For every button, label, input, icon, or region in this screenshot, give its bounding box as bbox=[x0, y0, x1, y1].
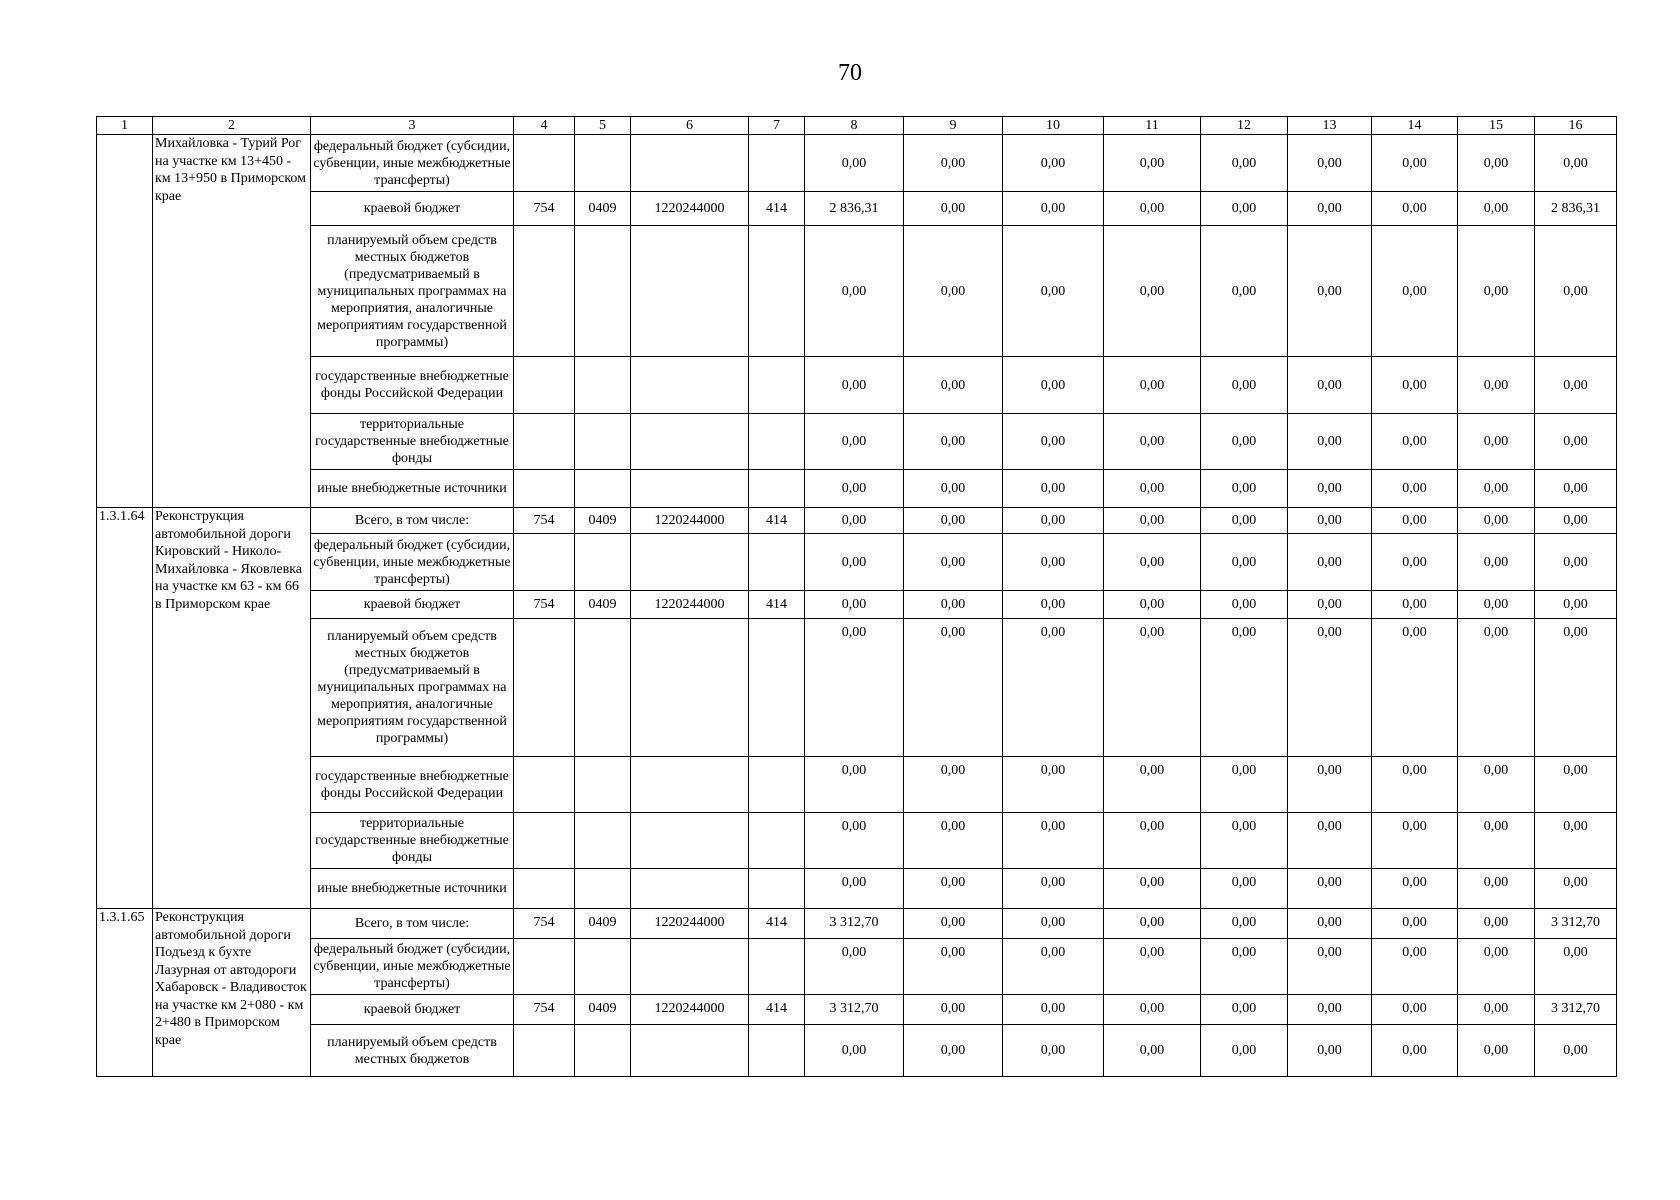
amount-cell: 0,00 bbox=[1372, 757, 1458, 813]
section-code-cell bbox=[575, 470, 631, 508]
amount-cell: 0,00 bbox=[805, 939, 904, 995]
amount-cell: 0,00 bbox=[1201, 1025, 1288, 1077]
amount-cell: 0,00 bbox=[904, 869, 1003, 909]
amount-cell: 0,00 bbox=[805, 508, 904, 534]
table-row bbox=[97, 909, 1617, 939]
amount-cell: 0,00 bbox=[1104, 534, 1201, 591]
section-code-cell: 0409 bbox=[575, 192, 631, 226]
amount-cell: 0,00 bbox=[1372, 995, 1458, 1025]
target-article-cell: 1220244000 bbox=[631, 995, 749, 1025]
amount-cell: 0,00 bbox=[904, 508, 1003, 534]
amount-cell: 0,00 bbox=[1104, 414, 1201, 470]
amount-cell: 0,00 bbox=[1288, 226, 1372, 357]
funding-source-cell: Всего, в том числе: bbox=[311, 508, 514, 534]
amount-cell: 0,00 bbox=[1104, 135, 1201, 192]
amount-cell: 0,00 bbox=[1535, 534, 1617, 591]
section-code-cell bbox=[575, 357, 631, 414]
amount-cell: 0,00 bbox=[1535, 813, 1617, 869]
amount-cell: 0,00 bbox=[1104, 757, 1201, 813]
expense-type-cell bbox=[749, 1025, 805, 1077]
amount-cell: 0,00 bbox=[1003, 909, 1104, 939]
funding-source-cell: планируемый объем средств местных бюджетов (предусматриваемый в муниципальных программах на мероприятия, аналогичные мероприятиям государственной программы) bbox=[311, 226, 514, 357]
amount-cell: 0,00 bbox=[904, 135, 1003, 192]
amount-cell: 0,00 bbox=[1003, 869, 1104, 909]
amount-cell: 0,00 bbox=[904, 909, 1003, 939]
table-row bbox=[97, 591, 1617, 619]
expense-type-cell bbox=[749, 470, 805, 508]
grbs-code-cell bbox=[514, 939, 575, 995]
amount-cell: 0,00 bbox=[1003, 226, 1104, 357]
amount-cell: 0,00 bbox=[904, 1025, 1003, 1077]
target-article-cell bbox=[631, 619, 749, 757]
amount-cell: 0,00 bbox=[1003, 534, 1104, 591]
amount-cell: 0,00 bbox=[1003, 508, 1104, 534]
amount-cell: 0,00 bbox=[1288, 995, 1372, 1025]
amount-cell: 0,00 bbox=[1458, 414, 1535, 470]
grbs-code-cell bbox=[514, 813, 575, 869]
column-number-8: 8 bbox=[805, 117, 904, 135]
table-row bbox=[97, 508, 1617, 534]
amount-cell: 0,00 bbox=[1458, 619, 1535, 757]
amount-cell: 0,00 bbox=[1458, 909, 1535, 939]
budget-table bbox=[96, 116, 1617, 1077]
grbs-code-cell: 754 bbox=[514, 591, 575, 619]
amount-cell: 0,00 bbox=[904, 619, 1003, 757]
amount-cell: 0,00 bbox=[1372, 470, 1458, 508]
amount-cell: 0,00 bbox=[1535, 135, 1617, 192]
item-name-cell: Михайловка - Турий Рог на участке км 13+450 - км 13+950 в Приморском крае bbox=[153, 135, 311, 508]
item-number-cell bbox=[97, 135, 153, 508]
amount-cell: 0,00 bbox=[1458, 357, 1535, 414]
amount-cell: 0,00 bbox=[1003, 619, 1104, 757]
amount-cell: 0,00 bbox=[1288, 939, 1372, 995]
amount-cell: 0,00 bbox=[904, 591, 1003, 619]
amount-cell: 0,00 bbox=[1003, 470, 1104, 508]
section-code-cell bbox=[575, 869, 631, 909]
funding-source-cell: государственные внебюджетные фонды Российской Федерации bbox=[311, 757, 514, 813]
amount-cell: 0,00 bbox=[1288, 470, 1372, 508]
amount-cell: 0,00 bbox=[1104, 869, 1201, 909]
grbs-code-cell bbox=[514, 470, 575, 508]
target-article-cell bbox=[631, 414, 749, 470]
amount-cell: 0,00 bbox=[1535, 1025, 1617, 1077]
funding-source-cell: краевой бюджет bbox=[311, 591, 514, 619]
amount-cell: 0,00 bbox=[1201, 414, 1288, 470]
expense-type-cell bbox=[749, 939, 805, 995]
funding-source-cell: федеральный бюджет (субсидии, субвенции, иные межбюджетные трансферты) bbox=[311, 135, 514, 192]
grbs-code-cell bbox=[514, 135, 575, 192]
amount-cell: 0,00 bbox=[1104, 192, 1201, 226]
table-row bbox=[97, 757, 1617, 813]
target-article-cell bbox=[631, 869, 749, 909]
amount-cell: 0,00 bbox=[1458, 508, 1535, 534]
funding-source-cell: краевой бюджет bbox=[311, 995, 514, 1025]
amount-cell: 0,00 bbox=[1201, 757, 1288, 813]
expense-type-cell: 414 bbox=[749, 192, 805, 226]
amount-cell: 0,00 bbox=[1003, 995, 1104, 1025]
amount-cell: 0,00 bbox=[1535, 357, 1617, 414]
column-number-14: 14 bbox=[1372, 117, 1458, 135]
section-code-cell bbox=[575, 757, 631, 813]
amount-cell: 0,00 bbox=[1003, 192, 1104, 226]
amount-cell: 0,00 bbox=[1104, 813, 1201, 869]
section-code-cell bbox=[575, 813, 631, 869]
amount-cell: 0,00 bbox=[1458, 869, 1535, 909]
expense-type-cell bbox=[749, 534, 805, 591]
expense-type-cell: 414 bbox=[749, 909, 805, 939]
section-code-cell: 0409 bbox=[575, 508, 631, 534]
amount-cell: 0,00 bbox=[1201, 226, 1288, 357]
column-number-11: 11 bbox=[1104, 117, 1201, 135]
grbs-code-cell bbox=[514, 357, 575, 414]
amount-cell: 0,00 bbox=[1372, 357, 1458, 414]
target-article-cell bbox=[631, 226, 749, 357]
amount-cell: 0,00 bbox=[1372, 619, 1458, 757]
grbs-code-cell bbox=[514, 1025, 575, 1077]
amount-cell: 0,00 bbox=[805, 135, 904, 192]
section-code-cell bbox=[575, 226, 631, 357]
amount-cell: 0,00 bbox=[1372, 135, 1458, 192]
target-article-cell bbox=[631, 135, 749, 192]
funding-source-cell: планируемый объем средств местных бюджетов (предусматриваемый в муниципальных программах на мероприятия, аналогичные мероприятиям государственной программы) bbox=[311, 619, 514, 757]
amount-cell: 0,00 bbox=[1104, 357, 1201, 414]
amount-cell: 0,00 bbox=[1003, 135, 1104, 192]
amount-cell: 0,00 bbox=[1201, 869, 1288, 909]
column-number-1: 1 bbox=[97, 117, 153, 135]
amount-cell: 0,00 bbox=[1003, 357, 1104, 414]
expense-type-cell bbox=[749, 619, 805, 757]
amount-cell: 0,00 bbox=[1458, 135, 1535, 192]
amount-cell: 0,00 bbox=[1003, 939, 1104, 995]
amount-cell: 0,00 bbox=[1201, 619, 1288, 757]
amount-cell: 0,00 bbox=[1288, 591, 1372, 619]
amount-cell: 0,00 bbox=[1458, 591, 1535, 619]
amount-cell: 0,00 bbox=[1104, 591, 1201, 619]
target-article-cell bbox=[631, 1025, 749, 1077]
amount-cell: 0,00 bbox=[1201, 939, 1288, 995]
grbs-code-cell bbox=[514, 757, 575, 813]
item-number-cell: 1.3.1.65 bbox=[97, 909, 153, 1077]
amount-cell: 0,00 bbox=[1372, 1025, 1458, 1077]
funding-source-cell: иные внебюджетные источники bbox=[311, 869, 514, 909]
section-code-cell bbox=[575, 939, 631, 995]
target-article-cell bbox=[631, 757, 749, 813]
funding-source-cell: Всего, в том числе: bbox=[311, 909, 514, 939]
column-number-12: 12 bbox=[1201, 117, 1288, 135]
amount-cell: 0,00 bbox=[1535, 939, 1617, 995]
amount-cell: 0,00 bbox=[1535, 508, 1617, 534]
item-number-cell: 1.3.1.64 bbox=[97, 508, 153, 909]
table-row bbox=[97, 869, 1617, 909]
amount-cell: 0,00 bbox=[1201, 470, 1288, 508]
funding-source-cell: территориальные государственные внебюджетные фонды bbox=[311, 414, 514, 470]
amount-cell: 0,00 bbox=[1535, 470, 1617, 508]
grbs-code-cell bbox=[514, 414, 575, 470]
amount-cell: 0,00 bbox=[805, 1025, 904, 1077]
amount-cell: 0,00 bbox=[1288, 414, 1372, 470]
table-row bbox=[97, 939, 1617, 995]
grbs-code-cell: 754 bbox=[514, 192, 575, 226]
column-number-9: 9 bbox=[904, 117, 1003, 135]
section-code-cell: 0409 bbox=[575, 591, 631, 619]
amount-cell: 0,00 bbox=[1372, 909, 1458, 939]
amount-cell: 0,00 bbox=[1288, 534, 1372, 591]
amount-cell: 0,00 bbox=[1458, 226, 1535, 357]
target-article-cell: 1220244000 bbox=[631, 909, 749, 939]
amount-cell: 0,00 bbox=[805, 869, 904, 909]
amount-cell: 0,00 bbox=[1458, 939, 1535, 995]
table-row bbox=[97, 414, 1617, 470]
grbs-code-cell bbox=[514, 619, 575, 757]
column-number-row bbox=[97, 117, 1617, 135]
amount-cell: 0,00 bbox=[904, 414, 1003, 470]
amount-cell: 0,00 bbox=[904, 357, 1003, 414]
column-number-13: 13 bbox=[1288, 117, 1372, 135]
amount-cell: 0,00 bbox=[1535, 869, 1617, 909]
amount-cell: 0,00 bbox=[1458, 534, 1535, 591]
amount-cell: 0,00 bbox=[1104, 470, 1201, 508]
section-code-cell bbox=[575, 619, 631, 757]
amount-cell: 0,00 bbox=[805, 414, 904, 470]
target-article-cell bbox=[631, 939, 749, 995]
amount-cell: 0,00 bbox=[805, 534, 904, 591]
amount-cell: 0,00 bbox=[1201, 813, 1288, 869]
grbs-code-cell: 754 bbox=[514, 508, 575, 534]
grbs-code-cell bbox=[514, 869, 575, 909]
amount-cell: 0,00 bbox=[904, 813, 1003, 869]
funding-source-cell: территориальные государственные внебюджетные фонды bbox=[311, 813, 514, 869]
amount-cell: 0,00 bbox=[1003, 414, 1104, 470]
amount-cell: 0,00 bbox=[1458, 757, 1535, 813]
expense-type-cell: 414 bbox=[749, 995, 805, 1025]
amount-cell: 0,00 bbox=[1288, 357, 1372, 414]
section-code-cell bbox=[575, 135, 631, 192]
amount-cell: 0,00 bbox=[805, 813, 904, 869]
amount-cell: 0,00 bbox=[1535, 619, 1617, 757]
page-number: 70 bbox=[838, 60, 862, 86]
table-row bbox=[97, 357, 1617, 414]
amount-cell: 0,00 bbox=[1104, 939, 1201, 995]
grbs-code-cell: 754 bbox=[514, 909, 575, 939]
target-article-cell bbox=[631, 534, 749, 591]
expense-type-cell bbox=[749, 226, 805, 357]
amount-cell: 0,00 bbox=[904, 534, 1003, 591]
amount-cell: 0,00 bbox=[1104, 909, 1201, 939]
expense-type-cell bbox=[749, 414, 805, 470]
amount-cell: 3 312,70 bbox=[1535, 995, 1617, 1025]
amount-cell: 0,00 bbox=[1201, 357, 1288, 414]
column-number-7: 7 bbox=[749, 117, 805, 135]
amount-cell: 0,00 bbox=[1288, 813, 1372, 869]
amount-cell: 0,00 bbox=[1372, 508, 1458, 534]
amount-cell: 2 836,31 bbox=[1535, 192, 1617, 226]
target-article-cell: 1220244000 bbox=[631, 508, 749, 534]
expense-type-cell: 414 bbox=[749, 508, 805, 534]
amount-cell: 0,00 bbox=[1535, 591, 1617, 619]
amount-cell: 0,00 bbox=[1288, 909, 1372, 939]
column-number-15: 15 bbox=[1458, 117, 1535, 135]
amount-cell: 0,00 bbox=[1003, 757, 1104, 813]
column-number-6: 6 bbox=[631, 117, 749, 135]
grbs-code-cell bbox=[514, 534, 575, 591]
amount-cell: 0,00 bbox=[1003, 813, 1104, 869]
amount-cell: 0,00 bbox=[1288, 757, 1372, 813]
grbs-code-cell bbox=[514, 226, 575, 357]
amount-cell: 3 312,70 bbox=[805, 909, 904, 939]
amount-cell: 0,00 bbox=[1288, 869, 1372, 909]
amount-cell: 0,00 bbox=[1201, 995, 1288, 1025]
column-number-5: 5 bbox=[575, 117, 631, 135]
amount-cell: 0,00 bbox=[904, 226, 1003, 357]
target-article-cell bbox=[631, 357, 749, 414]
amount-cell: 0,00 bbox=[904, 939, 1003, 995]
expense-type-cell bbox=[749, 813, 805, 869]
amount-cell: 0,00 bbox=[805, 226, 904, 357]
amount-cell: 0,00 bbox=[1288, 192, 1372, 226]
section-code-cell bbox=[575, 414, 631, 470]
section-code-cell bbox=[575, 1025, 631, 1077]
table-row bbox=[97, 995, 1617, 1025]
section-code-cell bbox=[575, 534, 631, 591]
amount-cell: 0,00 bbox=[1372, 534, 1458, 591]
amount-cell: 0,00 bbox=[1458, 192, 1535, 226]
table-row bbox=[97, 226, 1617, 357]
amount-cell: 0,00 bbox=[1458, 813, 1535, 869]
table-row bbox=[97, 135, 1617, 192]
amount-cell: 0,00 bbox=[1003, 1025, 1104, 1077]
table-row bbox=[97, 470, 1617, 508]
amount-cell: 2 836,31 bbox=[805, 192, 904, 226]
target-article-cell bbox=[631, 470, 749, 508]
amount-cell: 0,00 bbox=[1003, 591, 1104, 619]
expense-type-cell bbox=[749, 135, 805, 192]
amount-cell: 0,00 bbox=[1104, 619, 1201, 757]
grbs-code-cell: 754 bbox=[514, 995, 575, 1025]
funding-source-cell: федеральный бюджет (субсидии, субвенции, иные межбюджетные трансферты) bbox=[311, 534, 514, 591]
section-code-cell: 0409 bbox=[575, 909, 631, 939]
target-article-cell: 1220244000 bbox=[631, 192, 749, 226]
amount-cell: 0,00 bbox=[1288, 508, 1372, 534]
amount-cell: 0,00 bbox=[1372, 813, 1458, 869]
amount-cell: 0,00 bbox=[1535, 226, 1617, 357]
item-name-cell: Реконструкция автомобильной дороги Кировский - Николо-Михайловка - Яковлевка на участке км 63 - км 66 в Приморском крае bbox=[153, 508, 311, 909]
item-name-cell: Реконструкция автомобильной дороги Подъезд к бухте Лазурная от автодороги Хабаровск - Владивосток на участке км 2+080 - км 2+480 в Приморском крае bbox=[153, 909, 311, 1077]
table-row bbox=[97, 813, 1617, 869]
expense-type-cell: 414 bbox=[749, 591, 805, 619]
table-row bbox=[97, 619, 1617, 757]
funding-source-cell: иные внебюджетные источники bbox=[311, 470, 514, 508]
target-article-cell bbox=[631, 813, 749, 869]
amount-cell: 0,00 bbox=[1372, 192, 1458, 226]
amount-cell: 0,00 bbox=[805, 591, 904, 619]
amount-cell: 0,00 bbox=[904, 995, 1003, 1025]
expense-type-cell bbox=[749, 757, 805, 813]
amount-cell: 0,00 bbox=[1201, 591, 1288, 619]
amount-cell: 0,00 bbox=[1535, 414, 1617, 470]
amount-cell: 0,00 bbox=[1458, 995, 1535, 1025]
amount-cell: 0,00 bbox=[1372, 591, 1458, 619]
amount-cell: 0,00 bbox=[904, 470, 1003, 508]
amount-cell: 3 312,70 bbox=[1535, 909, 1617, 939]
amount-cell: 0,00 bbox=[1372, 869, 1458, 909]
amount-cell: 0,00 bbox=[1288, 1025, 1372, 1077]
amount-cell: 0,00 bbox=[805, 757, 904, 813]
amount-cell: 0,00 bbox=[904, 192, 1003, 226]
amount-cell: 0,00 bbox=[805, 619, 904, 757]
amount-cell: 0,00 bbox=[1458, 1025, 1535, 1077]
amount-cell: 0,00 bbox=[1104, 995, 1201, 1025]
table-row bbox=[97, 192, 1617, 226]
amount-cell: 0,00 bbox=[1372, 226, 1458, 357]
column-number-2: 2 bbox=[153, 117, 311, 135]
amount-cell: 0,00 bbox=[1535, 757, 1617, 813]
funding-source-cell: планируемый объем средств местных бюджетов bbox=[311, 1025, 514, 1077]
section-code-cell: 0409 bbox=[575, 995, 631, 1025]
target-article-cell: 1220244000 bbox=[631, 591, 749, 619]
amount-cell: 0,00 bbox=[1104, 1025, 1201, 1077]
table-row bbox=[97, 534, 1617, 591]
column-number-3: 3 bbox=[311, 117, 514, 135]
funding-source-cell: краевой бюджет bbox=[311, 192, 514, 226]
column-number-4: 4 bbox=[514, 117, 575, 135]
amount-cell: 0,00 bbox=[1288, 619, 1372, 757]
amount-cell: 0,00 bbox=[1201, 909, 1288, 939]
amount-cell: 0,00 bbox=[1104, 508, 1201, 534]
table-row bbox=[97, 1025, 1617, 1077]
column-number-10: 10 bbox=[1003, 117, 1104, 135]
amount-cell: 0,00 bbox=[1201, 135, 1288, 192]
column-number-16: 16 bbox=[1535, 117, 1617, 135]
amount-cell: 0,00 bbox=[1288, 135, 1372, 192]
amount-cell: 0,00 bbox=[1201, 192, 1288, 226]
funding-source-cell: федеральный бюджет (субсидии, субвенции, иные межбюджетные трансферты) bbox=[311, 939, 514, 995]
amount-cell: 0,00 bbox=[805, 470, 904, 508]
expense-type-cell bbox=[749, 357, 805, 414]
amount-cell: 0,00 bbox=[1458, 470, 1535, 508]
amount-cell: 0,00 bbox=[1104, 226, 1201, 357]
amount-cell: 0,00 bbox=[1372, 939, 1458, 995]
amount-cell: 3 312,70 bbox=[805, 995, 904, 1025]
amount-cell: 0,00 bbox=[1372, 414, 1458, 470]
amount-cell: 0,00 bbox=[1201, 534, 1288, 591]
amount-cell: 0,00 bbox=[904, 757, 1003, 813]
amount-cell: 0,00 bbox=[805, 357, 904, 414]
budget-table-body bbox=[97, 117, 1617, 1077]
expense-type-cell bbox=[749, 869, 805, 909]
amount-cell: 0,00 bbox=[1201, 508, 1288, 534]
funding-source-cell: государственные внебюджетные фонды Российской Федерации bbox=[311, 357, 514, 414]
